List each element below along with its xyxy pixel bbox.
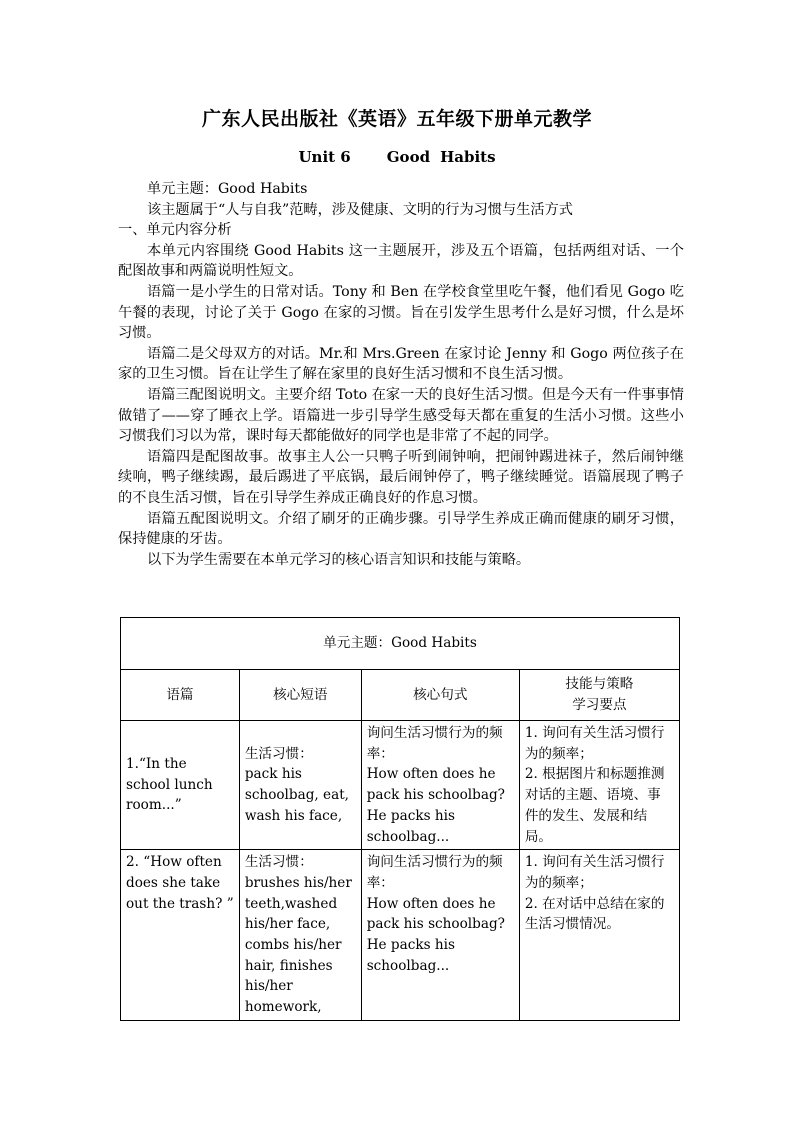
row2-passage: 2. “How often does she take out the trash? ” — [121, 850, 240, 1021]
unit-title-word-2: Habits — [440, 148, 496, 166]
row2-phrases: 生活习惯： brushes his/her teeth,washed his/her face, combs his/her hair, finishes his/her homework, — [239, 850, 361, 1021]
passage-4-paragraph: 语篇四是配图故事。故事主人公一只鸭子听到闹钟响，把闹钟踢进袜子，然后闹钟继续响，鸭子继续踢，最后踢进了平底锅，最后闹钟停了，鸭子继续睡觉。语篇展现了鸭子的不良生活习惯，旨在引导学生养成正确良好的作息习惯。 — [118, 448, 684, 506]
header-core-sentences: 核心句式 — [361, 670, 519, 721]
overview-paragraph: 本单元内容围绕 Good Habits 这一主题展开，涉及五个语篇，包括两组对话、一个配图故事和两篇说明性短文。 — [118, 242, 684, 280]
lead-in-paragraph: 以下为学生需要在本单元学习的核心语言知识和技能与策略。 — [147, 551, 531, 568]
row1-phrases: 生活习惯： pack his schoolbag, eat, wash his face, — [239, 721, 361, 850]
theme-description: 该主题属于“人与自我”范畴，涉及健康、文明的行为习惯与生活方式 — [147, 201, 573, 218]
core-language-table — [120, 617, 680, 1021]
row2-skills: 1. 询问有关生活习惯行为的频率； 2. 在对话中总结在家的生活习惯情况。 — [519, 850, 679, 1021]
unit-title-word-1: Good — [386, 148, 431, 166]
table-theme-cell: 单元主题：Good Habits — [121, 618, 680, 670]
theme-line: 单元主题：Good Habits — [147, 181, 308, 197]
table-row — [121, 721, 680, 850]
header-core-phrases: 核心短语 — [239, 670, 361, 721]
header-skills-strategies: 技能与策略 学习要点 — [519, 670, 679, 721]
section-heading: 一、单元内容分析 — [118, 222, 232, 239]
row1-skills: 1. 询问有关生活习惯行为的频率； 2. 根据图片和标题推测对话的主题、语境、事件的发生、发展和结局。 — [519, 721, 679, 850]
passage-2-paragraph: 语篇二是父母双方的对话。Mr.和 Mrs.Green 在家讨论 Jenny 和 Gogo 两位孩子在家的卫生习惯。旨在让学生了解在家里的良好生活习惯和不良生活习惯。 — [118, 345, 684, 383]
unit-analysis-text — [118, 179, 684, 570]
passage-1-paragraph: 语篇一是小学生的日常对话。Tony 和 Ben 在学校食堂里吃午餐，他们看见 Gogo 吃午餐的表现，讨论了关于 Gogo 在家的习惯。旨在引发学生思考什么是好习惯，什么是坏习惯。 — [118, 283, 684, 342]
row2-sentences: 询问生活习惯行为的频率： How often does he pack his schoolbag? He packs his schoolbag... — [361, 850, 519, 1021]
table-row — [121, 850, 680, 1021]
document-title: 广东人民出版社《英语》五年级下册单元教学 — [201, 108, 592, 130]
row1-passage: 1.“In the school lunch room...” — [121, 721, 240, 850]
unit-label: Unit 6 — [298, 148, 351, 166]
unit-heading — [0, 148, 794, 166]
header-passage: 语篇 — [121, 670, 240, 721]
passage-5-paragraph: 语篇五配图说明文。介绍了刷牙的正确步骤。引导学生养成正确而健康的刷牙习惯，保持健康的牙齿。 — [118, 510, 684, 548]
row1-sentences: 询问生活习惯行为的频率： How often does he pack his schoolbag? He packs his schoolbag... — [361, 721, 519, 850]
passage-3-paragraph: 语篇三配图说明文。主要介绍 Toto 在家一天的良好生活习惯。但是今天有一件事事情做错了——穿了睡衣上学。语篇进一步引导学生感受每天都在重复的生活小习惯。这些小习惯我们习以为常，课时每天都能做好的同学也是非常了不起的同学。 — [118, 386, 684, 445]
